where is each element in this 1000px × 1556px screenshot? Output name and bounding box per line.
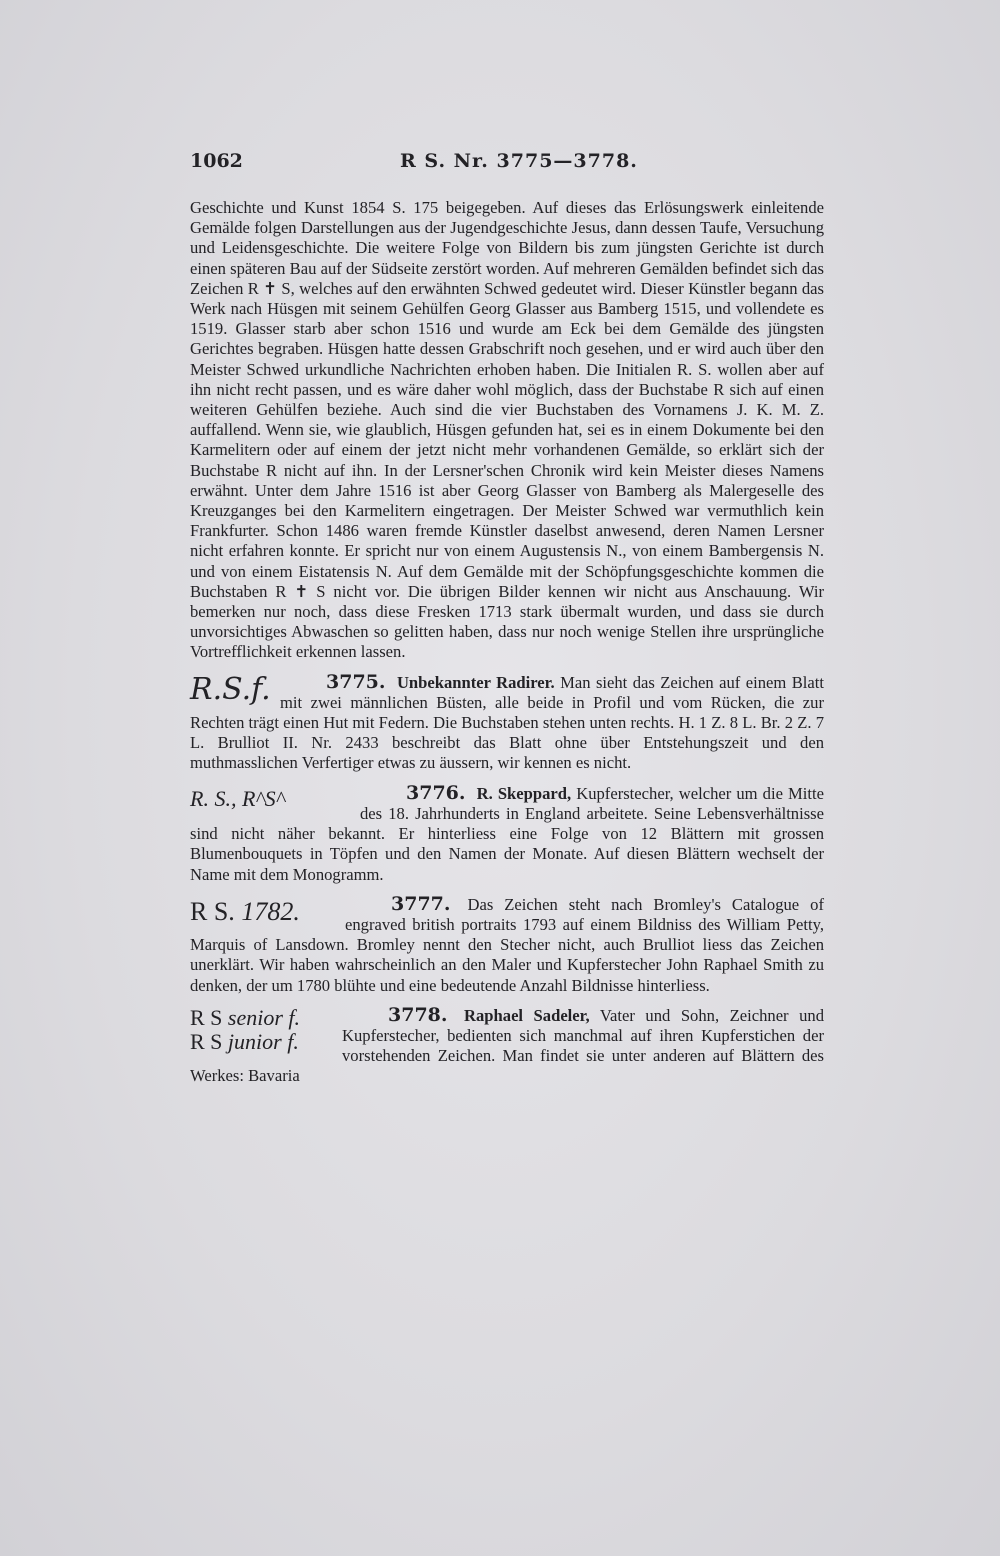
entry-3778 [190, 1005, 824, 1087]
monogram-3776: R. S., R^S^ [190, 785, 285, 811]
entry-name: Raphael Sadeler, [464, 1005, 590, 1025]
entry-text: Das Zeichen steht nach Bromley's Catalogue of engraved british portraits 1793 auf einem Bildniss des William Petty, Marquis of Lansdown. Bromley nennt den Stecher nicht, auch Brulliot liess das Zeichen unerklärt. Wir haben wahrscheinlich an den Maler und Kupferstecher John Raphael Smith zu denken, der um 1780 blühte und eine bedeutende Anzahl Bildnisse hinterliess. [190, 894, 824, 995]
running-title: R S. Nr. 3775—3778. [400, 150, 638, 172]
entry-3776 [190, 783, 824, 885]
monogram-line-junior [190, 1030, 332, 1054]
entry-text: Kupferstecher, welcher um die Mitte des 18. Jahrhunderts in England arbeitete. Seine Lebensverhältnisse sind nicht näher bekannt. Er hinterliess eine Folge von 12 Blättern mit grossen Blumenbouquets in Töpfen und den Namen der Monate. Auf diesen Blättern wechselt der Name mit dem Monogramm. [190, 783, 824, 884]
monogram-year: 1782. [241, 896, 300, 926]
entry-number: 3778. [388, 1003, 448, 1026]
monogram-3775: R.S.f. [190, 671, 271, 707]
entry-number: 3775. [326, 670, 386, 693]
intro-paragraph: Geschichte und Kunst 1854 S. 175 beigegeben. Auf dieses das Erlösungswerk einleitende Gemälde folgen Darstellungen aus der Jugendgeschichte Jesus, dann dessen Taufe, Versuchung und Leidensgeschichte. Die weitere Folge von Bildern bis zum jüngsten Gerichte ist durch einen späteren Bau auf der Südseite zerstört worden. Auf mehreren Gemälden befindet sich das Zeichen R ✝ S, welches auf den erwähnten Schwed gedeutet wird. Dieser Künstler begann das Werk nach Hüsgen mit seinem Gehülfen Georg Glasser aus Bamberg 1515, und vollendete es 1519. Glasser starb aber schon 1516 und wurde am Eck bei dem Gemälde des jüngsten Gerichtes begraben. Hüsgen hatte dessen Grabschrift noch gesehen, und er wird auch über den Meister Schwed urkundliche Nachrichten erhoben haben. Die Initialen R. S. wollen aber auf ihn nicht recht passen, und es wäre daher wohl möglich, dass der Buchstabe R sich auf einen weiteren Gehülfen beziehe. Auch sind die vier Buchstaben des Vornamens J. K. M. Z. auffallend. Wenn sie, wie glaublich, Hüsgen gefunden hat, sei es in einem Dokumente bei den Karmelitern oder auf einem der jetzt nicht mehr vorhandenen Gemälde, so erklärt sich der Buchstabe R nicht auf ihn. In der Lersner'schen Chronik wird kein Meister dieses Namens erwähnt. Unter dem Jahre 1516 ist aber Georg Glasser von Bamberg als Malergeselle des Kreuzganges bei den Karmelitern eingetragen. Der Meister Schwed war vermuthlich kein Frankfurter. Schon 1486 waren fremde Künstler daselbst anwesend, deren Namen Lersner nicht erfahren konnte. Er spricht nur von einem Augustensis N., von einem Bambergensis N. und von einem Eistatensis N. Auf dem Gemälde mit der Schöpfungsgeschichte kommen die Buchstaben R ✝ S nicht vor. Die übrigen Bilder kennen wir nicht aus Anschauung. Wir bemerken nur noch, dass diese Fresken 1713 stark übermalt wurden, und dass sie durch unvorsichtiges Abwaschen so gelitten haben, dass nur noch wenige Stellen ihre ursprüngliche Vortrefflichkeit erkennen lassen. [190, 198, 824, 662]
entry-text: Man sieht das Zeichen auf einem Blatt mit zwei männlichen Büsten, alle beide in Profil und vom Rücken, die zur Rechten trägt einen Hut mit Federn. Die Buchstaben stehen unten rechts. H. 1 Z. 8 L. Br. 2 Z. 7 L. Brulliot II. Nr. 2433 beschreibt das Blatt ohne über Entstehungszeit und den muthmasslichen Verfertiger etwas zu äussern, wir kennen es nicht. [190, 672, 824, 773]
monogram-3778 [190, 1006, 332, 1054]
monogram-suffix: senior f. [227, 1004, 301, 1030]
monogram-letters: R S [190, 1004, 223, 1030]
page-header [190, 150, 830, 180]
monogram-letters: R S [190, 1028, 223, 1054]
entry-number: 3777. [391, 892, 451, 915]
page-number: 1062 [190, 150, 243, 172]
monogram-3777 [190, 895, 335, 926]
monogram-letters: R S. [190, 896, 235, 926]
page-body [190, 198, 824, 1087]
entry-name: Unbekannter Radirer. [396, 672, 555, 692]
monogram-suffix: junior f. [227, 1028, 299, 1054]
entry-text: Vater und Sohn, Zeichner und Kupferstecher, bedienten sich manchmal auf ihren Kupferstichen der vorstehenden Zeichen. Man findet sie unter anderen auf Blättern des Werkes: Bavaria [190, 1005, 824, 1086]
entry-3777 [190, 894, 824, 996]
entry-3775 [190, 672, 824, 774]
monogram-line-senior [190, 1006, 332, 1030]
entry-number: 3776. [406, 781, 466, 804]
entry-name: R. Skeppard, [476, 783, 572, 803]
